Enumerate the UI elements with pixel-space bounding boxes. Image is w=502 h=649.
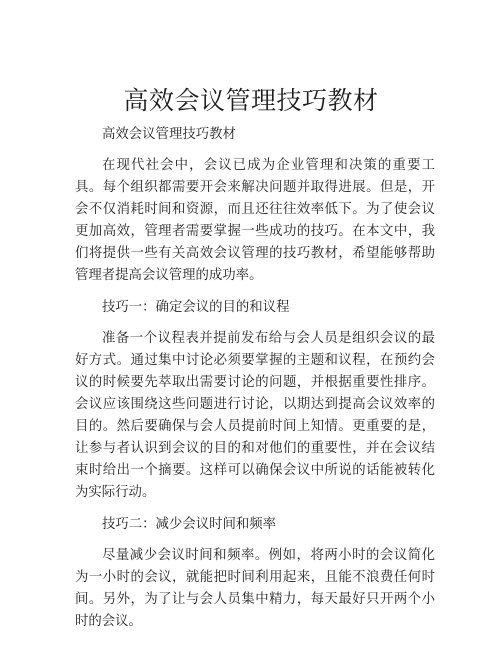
tip-one-heading: 技巧一：确定会议的目的和议程: [102, 300, 290, 315]
tip-one-paragraph: 准备一个议程表并提前发布给与会人员是组织会议的最好方式。通过集中讨论必须要掌握的主题和议程，在预约会议的时候要先萃取出需要讨论的问题，并根据重要性排序。会议应该围绕这些问题进行讨论，以期达到提高会议效率的目的。然后要确保与会人员提前时间上知情。更重要的是，让参与者认识到会议的目的和对他们的重要性，并在会议结束时给出一个摘要。这样可以确保会议中所说的话能被转化为实际行动。: [75, 331, 435, 500]
document-body: [75, 124, 435, 643]
document-title: 高效会议管理技巧教材: [123, 86, 379, 115]
tip-two-paragraph: 尽量减少会议时间和频率。例如，将两小时的会议简化为一小时的会议，就能把时间利用起来，且能不浪费任何时间。另外，为了让与会人员集中精力，每天最好只开两个小时的会议。: [75, 548, 435, 629]
subtitle-paragraph: 高效会议管理技巧教材: [102, 127, 236, 142]
tip-two-heading: 技巧二：减少会议时间和频率: [102, 517, 277, 532]
intro-paragraph: 在现代社会中，会议已成为企业管理和决策的重要工具。每个组织都需要开会来解决问题并取得进展。但是，开会不仅消耗时间和资源，而且还往往效率低下。为了使会议更加高效，管理者需要掌握一些成功的技巧。在本文中，我们将提供一些有关高效会议管理的技巧教材，希望能够帮助管理者提高会议管理的成功率。: [75, 158, 435, 283]
